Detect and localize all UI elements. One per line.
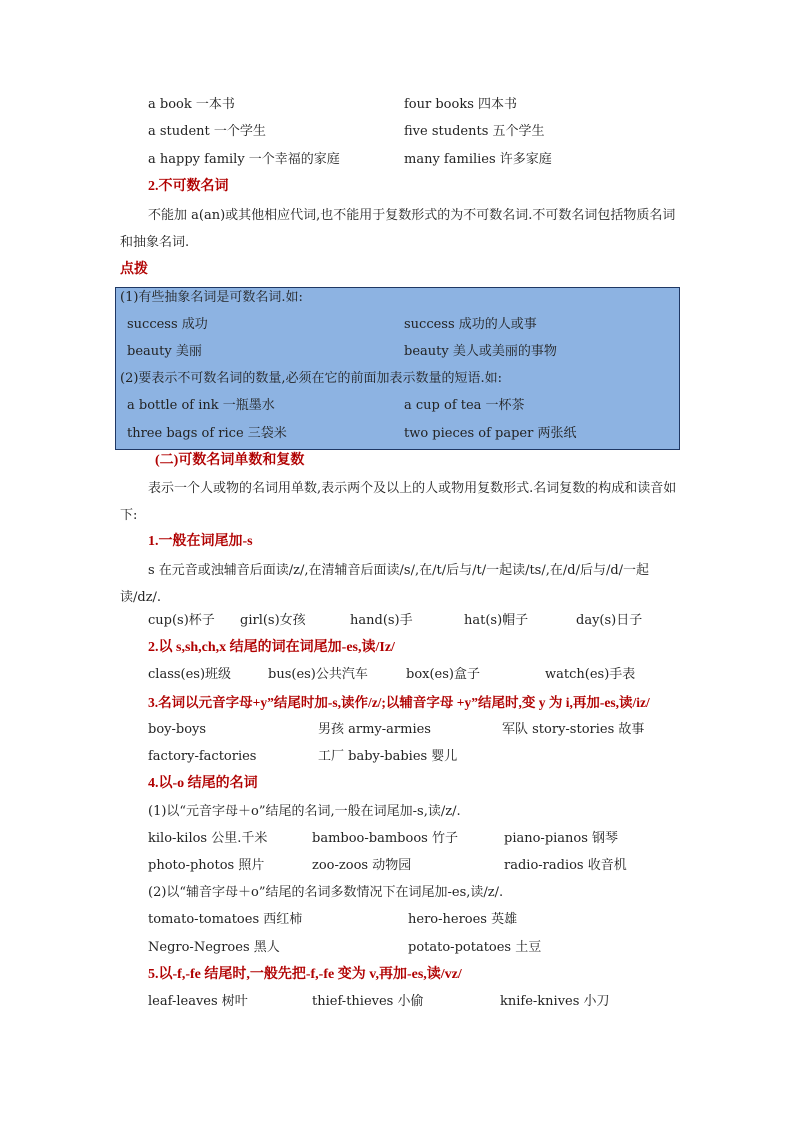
example-plural-3: many families 许多家庭 [404, 152, 552, 167]
rule-3-example: 男孩 army-armies [318, 722, 431, 737]
tip-pair-left-1: success 成功 [127, 317, 208, 332]
example-singular-2: a student 一个学生 [148, 124, 266, 139]
rule-2-example: box(es)盒子 [406, 667, 480, 682]
example-singular-1: a book 一本书 [148, 97, 235, 112]
rule-4-example: photo-photos 照片 [148, 858, 265, 873]
tip-pair-right-3: a cup of tea 一杯茶 [404, 398, 525, 413]
rule-1-example: day(s)日子 [576, 613, 643, 628]
rule-5-example: thief-thieves 小偷 [312, 994, 424, 1009]
rule-2-example: class(es)班级 [148, 667, 232, 682]
rule-5-heading: 5.以-f,-fe 结尾时,一般先把-f,-fe 变为 v,再加-es,读/vz/ [148, 967, 462, 982]
rule-3-example: boy-boys [148, 722, 207, 737]
rule-1-text: s 在元音或浊辅音后面读/z/,在清辅音后面读/s/,在/t/后与/t/一起读/ts/,在/d/后与/d/一起读/dz/. [120, 563, 650, 605]
rule-4-sub-1: (1)以“元音字母＋o”结尾的名词,一般在词尾加-s,读/z/. [148, 804, 461, 819]
rule-5-example: leaf-leaves 树叶 [148, 994, 248, 1009]
rule-3-example: factory-factories [148, 749, 257, 764]
rule-4-example: radio-radios 收音机 [504, 858, 627, 873]
rule-4-heading: 4.以-o 结尾的名词 [148, 776, 258, 791]
rule-1-example: hat(s)帽子 [464, 613, 529, 628]
section-heading-uncountable: 2.不可数名词 [148, 179, 229, 194]
tip-pair-left-2: beauty 美丽 [127, 344, 202, 359]
rule-1-example: girl(s)女孩 [240, 613, 306, 628]
tip-pair-left-4: three bags of rice 三袋米 [127, 426, 287, 441]
rule-4-example: Negro-Negroes 黑人 [148, 940, 280, 955]
rule-2-example: bus(es)公共汽车 [268, 667, 368, 682]
paragraph-singular-plural: 表示一个人或物的名词用单数,表示两个及以上的人或物用复数形式.名词复数的构成和读音如下: [120, 481, 677, 523]
rule-4-sub-2: (2)以“辅音字母＋o”结尾的名词多数情况下在词尾加-es,读/z/. [148, 885, 504, 900]
tip-pair-right-1: success 成功的人或事 [404, 317, 537, 332]
rule-3-example: 工厂 baby-babies 婴儿 [318, 749, 458, 764]
rule-3-example: 军队 story-stories 故事 [502, 722, 645, 737]
rule-4-example: bamboo-bamboos 竹子 [312, 831, 458, 846]
rule-1-heading: 1.一般在词尾加-s [148, 534, 253, 549]
rule-2-example: watch(es)手表 [545, 667, 636, 682]
rule-5-example: knife-knives 小刀 [500, 994, 610, 1009]
rule-3-heading: 3.名词以元音字母+y”结尾时加-s,读作/z/;以辅音字母 +y”结尾时,变 y 为 i,再加-es,读/iz/ [148, 695, 650, 710]
rule-4-example: potato-potatoes 土豆 [408, 940, 542, 955]
example-singular-3: a happy family 一个幸福的家庭 [148, 152, 340, 167]
rule-2-heading: 2.以 s,sh,ch,x 结尾的词在词尾加-es,读/Iz/ [148, 640, 395, 655]
rule-4-example: kilo-kilos 公里.千米 [148, 831, 268, 846]
rule-1-example: cup(s)杯子 [148, 613, 215, 628]
tip-pair-right-4: two pieces of paper 两张纸 [404, 426, 577, 441]
rule-4-example: hero-heroes 英雄 [408, 912, 518, 927]
example-plural-2: five students 五个学生 [404, 124, 545, 139]
section-heading-singular-plural: (二)可数名词单数和复数 [155, 453, 305, 468]
tip-line-2: (2)要表示不可数名词的数量,必须在它的前面加表示数量的短语.如: [120, 371, 503, 386]
rule-4-example: tomato-tomatoes 西红柿 [148, 912, 303, 927]
paragraph-uncountable: 不能加 a(an)或其他相应代词,也不能用于复数形式的为不可数名词.不可数名词包括物质名词和抽象名词. [120, 208, 676, 250]
tip-heading: 点拨 [120, 262, 148, 277]
rule-4-example: piano-pianos 钢琴 [504, 831, 619, 846]
example-plural-1: four books 四本书 [404, 97, 518, 112]
rule-1-example: hand(s)手 [350, 613, 413, 628]
rule-4-example: zoo-zoos 动物园 [312, 858, 412, 873]
tip-pair-left-3: a bottle of ink 一瓶墨水 [127, 398, 275, 413]
tip-pair-right-2: beauty 美人或美丽的事物 [404, 344, 557, 359]
tip-line-1: (1)有些抽象名词是可数名词.如: [120, 290, 303, 305]
